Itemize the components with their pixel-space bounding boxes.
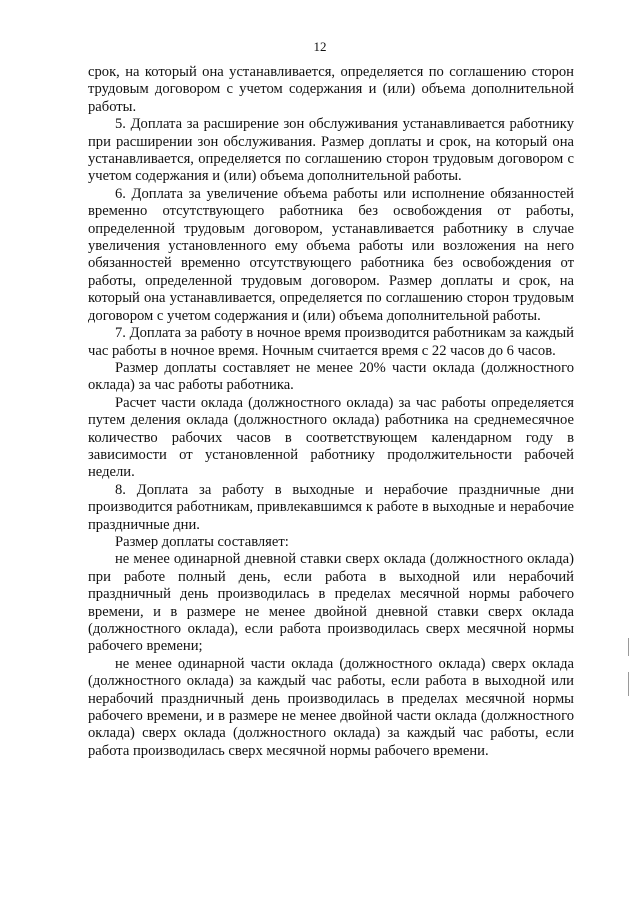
paragraph-calculation: Расчет части оклада (должностного оклада) за час работы определяется путем деления оклада (должностного оклада) работника на среднемесячное количество рабочих часов в соответствующем календарном году в зависимости от установленной работнику продолжительности рабочей недели. xyxy=(88,394,574,481)
page-number: 12 xyxy=(313,39,327,54)
paragraph-item-6: 6. Доплата за увеличение объема работы или исполнение обязанностей временно отсутствующего работника без освобождения от работы, определенной трудовым договором, устанавливается работнику в случае увеличения установленного ему объема работы или возложения на него обязанностей временно отсутствующего работника без освобождения от работы, определенной трудовым договором. Размер доплаты и срок, на который она устанавливается, определяется по соглашению сторон трудовым договором с учетом содержания и (или) объема дополнительной работы. xyxy=(88,185,574,324)
paragraph-hourly-rate: не менее одинарной части оклада (должностного оклада) сверх оклада (должностного оклада) за каждый час работы, если работа в выходной или нерабочий праздничный день производилась в пределах месячной нормы рабочего времени, и в размере не менее двойной части оклада (должностного оклада) сверх оклада (должностного оклада) за каждый час работы, если работа производилась сверх месячной нормы рабочего времени. xyxy=(88,655,574,759)
paragraph-item-8: 8. Доплата за работу в выходные и нерабочие праздничные дни производится работникам, привлекавшимся к работе в выходные и нерабочие праздничные дни. xyxy=(88,481,574,533)
paragraph-daily-rate: не менее одинарной дневной ставки сверх оклада (должностного оклада) при работе полный день, если работа в выходной или нерабочий праздничный день производилась в пределах месячной нормы рабочего времени, и в размере не менее двойной дневной ставки сверх оклада (должностного оклада), если работа производилась сверх месячной нормы рабочего времени; xyxy=(88,551,574,655)
paragraph-continuation: срок, на который она устанавливается, определяется по соглашению сторон трудовым договором с учетом содержания и (или) объема дополнительной работы. xyxy=(88,64,574,115)
scan-edge-mark xyxy=(628,672,629,696)
paragraph-rate-intro: Размер доплаты составляет: xyxy=(115,533,289,550)
paragraph-night-rate: Размер доплаты составляет не менее 20% части оклада (должностного оклада) за час работы работника. xyxy=(88,359,574,394)
scan-edge-mark xyxy=(628,638,629,656)
document-body xyxy=(88,64,574,760)
paragraph-item-5: 5. Доплата за расширение зон обслуживания устанавливается работнику при расширении зон обслуживания. Размер доплаты и срок, на который она устанавливается, определяется по соглашению сторон трудовым договором с учетом содержания и (или) объема дополнительной работы. xyxy=(88,116,574,185)
paragraph-item-7: 7. Доплата за работу в ночное время производится работникам за каждый час работы в ночное время. Ночным считается время с 22 часов до 6 часов. xyxy=(88,325,574,359)
